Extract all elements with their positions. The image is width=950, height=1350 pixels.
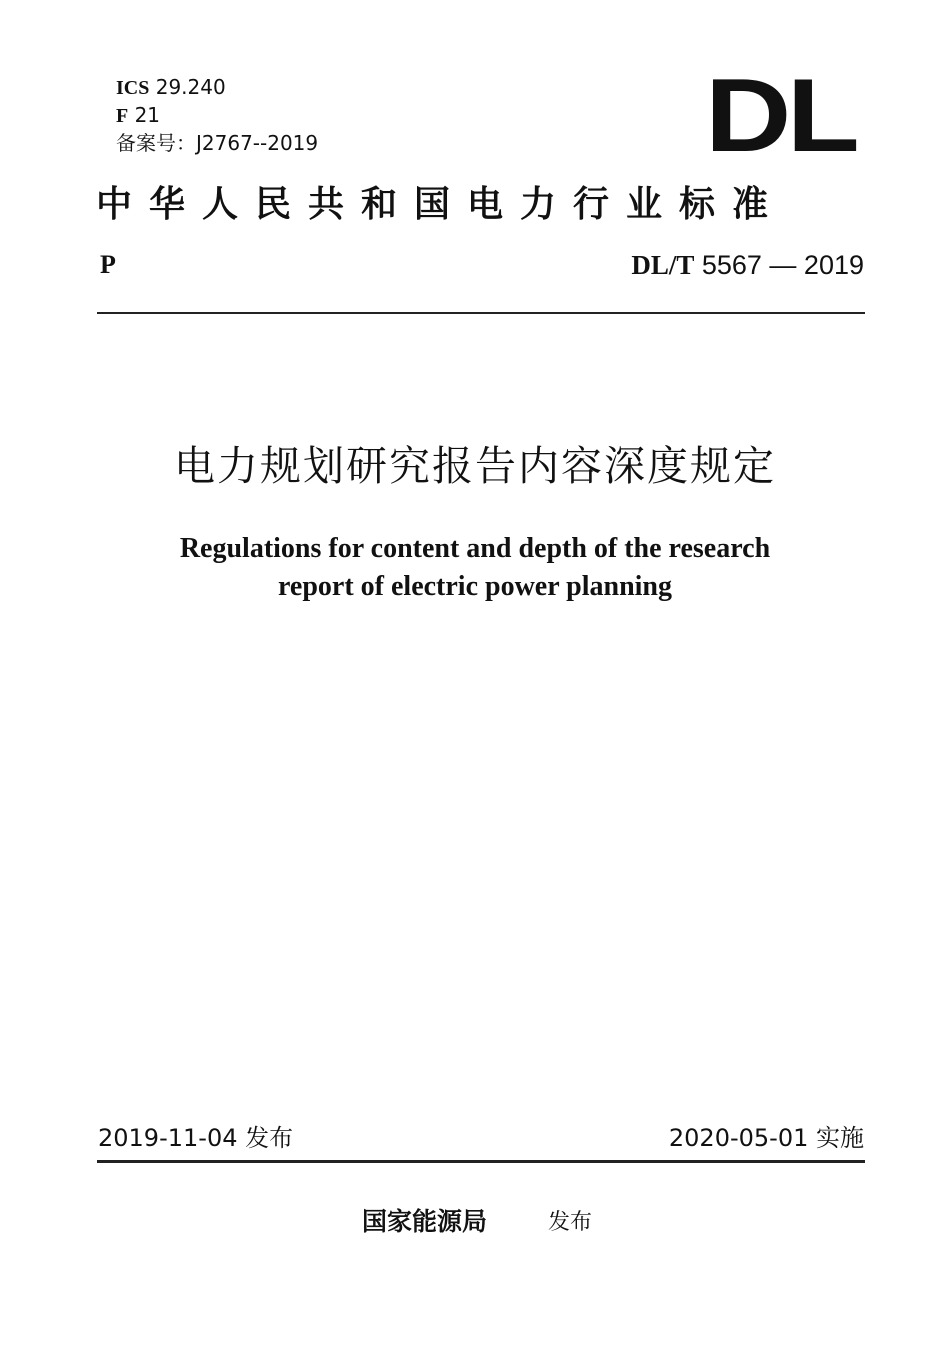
ccs-prefix: F xyxy=(116,105,129,127)
standard-number-value: 5567 — 2019 xyxy=(694,250,864,280)
standard-number xyxy=(631,248,864,283)
publish-label: 发布 xyxy=(548,1210,593,1235)
publisher-name: 国家能源局 xyxy=(362,1207,488,1236)
ccs-number: 21 xyxy=(128,103,161,127)
ics-number: 29.240 xyxy=(149,75,226,99)
document-title-en-line1: Regulations for content and depth of the research xyxy=(179,533,771,564)
issue-date: 2019-11-04 发布 xyxy=(98,1124,294,1152)
implementation-date: 2020-05-01 实施 xyxy=(668,1124,864,1152)
top-divider xyxy=(97,312,865,314)
bottom-divider xyxy=(97,1160,865,1163)
document-title-en-line2: report of electric power planning xyxy=(277,571,672,602)
standard-category: P xyxy=(100,250,116,279)
ics-prefix: ICS xyxy=(116,77,150,99)
document-title-cn: 电力规划研究报告内容深度规定 xyxy=(174,442,776,490)
filing-number: 备案号：J2767--2019 xyxy=(116,131,319,155)
ccs-code xyxy=(116,102,160,129)
ics-code xyxy=(116,74,226,101)
dl-logo: DL xyxy=(705,58,856,174)
standard-number-prefix: DL/T xyxy=(631,250,695,280)
standard-type-title: 中华人民共和国电力行业标准 xyxy=(96,183,786,225)
